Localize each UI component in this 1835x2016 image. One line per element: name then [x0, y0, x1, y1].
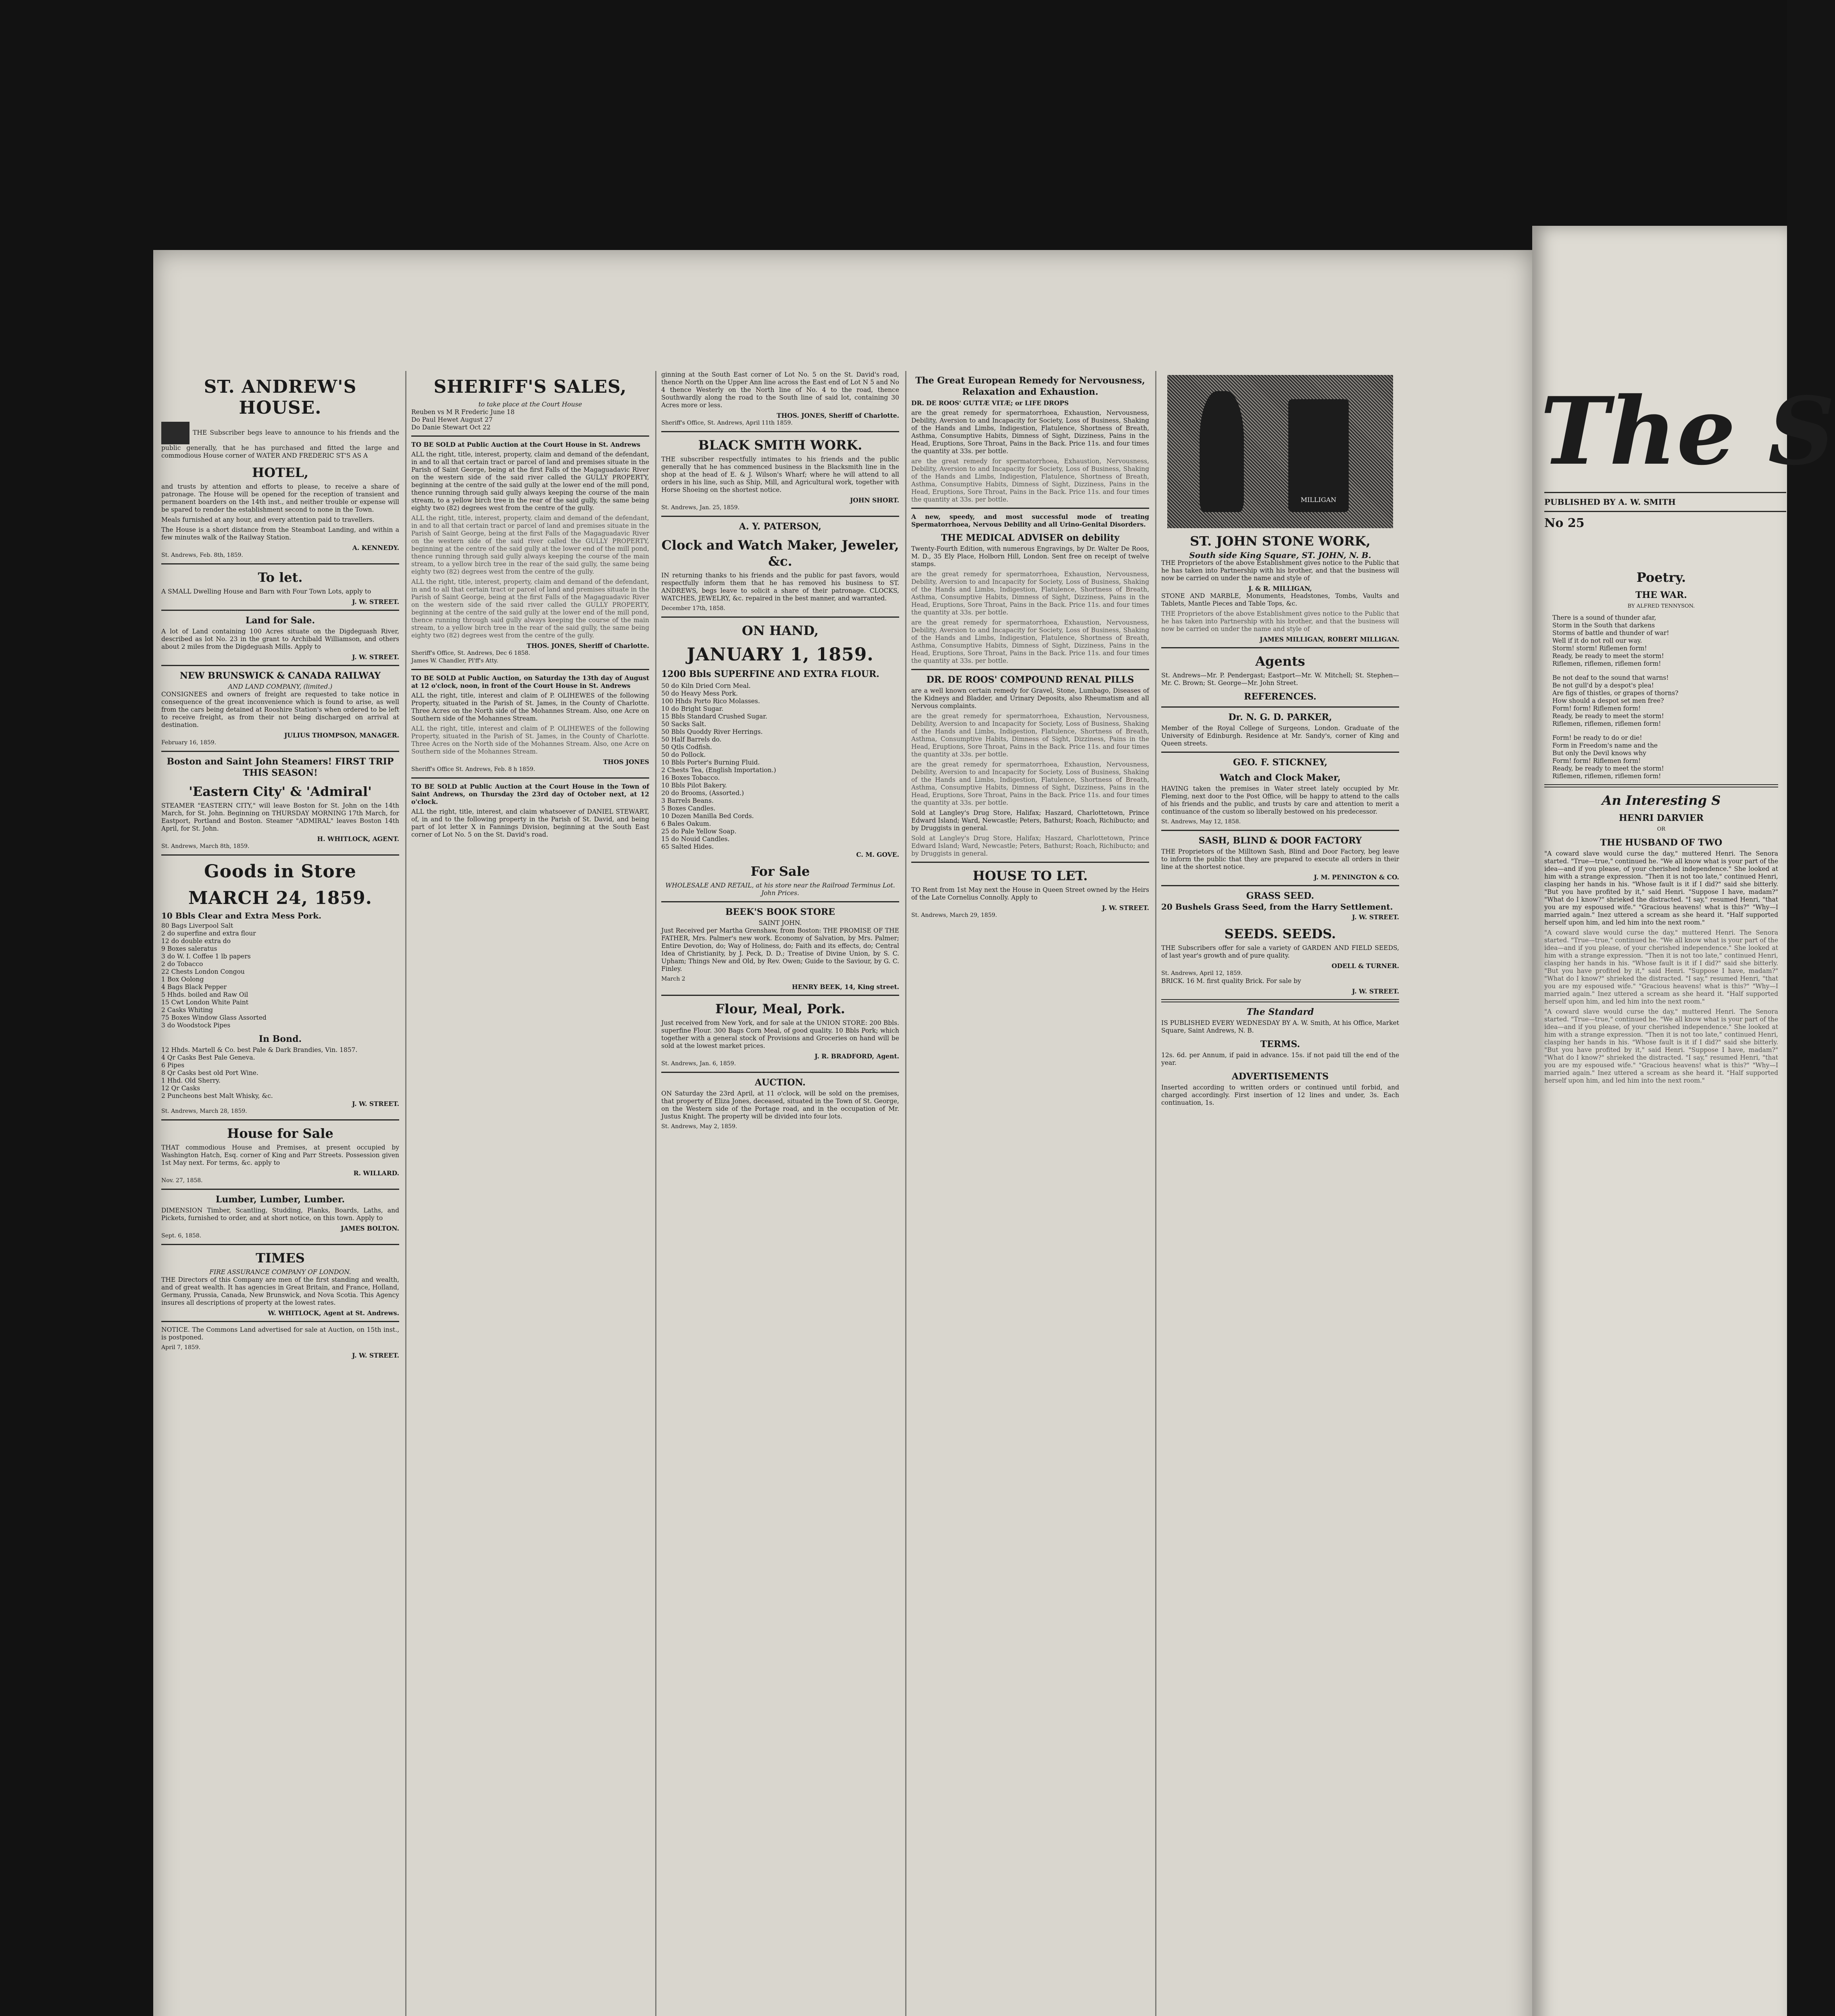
divider: [161, 854, 399, 856]
renal-pills-body-continued: are the great remedy for spermatorrhoea, Exhaustion, Nervousness, Debility, Aversion to and Incapacity for Society, Loss of Business, Shaking of the Hands and Limbs, Indigestion, Flatulence, Shortness of Breath, Asthma, Consumptive Habits, Dimness of Sight, Dizziness, Pains in the Head, Eruptions, Sore Throat, Pains in the Back. Price 11s. and four times the quantity at 33s. per bottle.: [911, 712, 1149, 758]
poem-line: Form! be ready to do or die!: [1552, 734, 1642, 741]
publisher-line: PUBLISHED BY A. W. SMITH: [1544, 492, 1786, 512]
divider: [911, 862, 1149, 863]
hotel-house-icon: [161, 422, 190, 444]
sheriff-case: Do Paul Hewet August 27: [411, 416, 493, 423]
blacksmith-date: St. Andrews, Jan. 25, 1859.: [661, 504, 739, 511]
on-hand-item: 50 do Pollock.: [661, 751, 706, 758]
stone-work-firm: J. & R. MILLIGAN,: [1248, 585, 1312, 592]
divider: [661, 1072, 899, 1073]
sale-2-date: Sheriff's Office St. Andrews, Feb. 8 h 1859.: [411, 766, 535, 773]
sale-1-attorney: James W. Chandler, Pl'ff's Atty.: [411, 658, 498, 664]
poem-stanza-break: [1552, 668, 1778, 674]
on-hand-item: 10 do Bright Sugar.: [661, 705, 724, 712]
divider: [1161, 647, 1399, 648]
advertisements-title: ADVERTISEMENTS: [1231, 1071, 1329, 1082]
medical-adviser-title: THE MEDICAL ADVISER on debility: [941, 533, 1120, 543]
divider: [161, 751, 399, 752]
renal-pills-title: DR. DE ROOS' COMPOUND RENAL PILLS: [926, 675, 1134, 685]
to-let-signature: J. W. STREET.: [352, 598, 399, 606]
poem-line: Be not gull'd by a despot's plea!: [1552, 682, 1654, 689]
doctor-body: Member of the Royal College of Surgeons, London. Graduate of the University of Edinburgh. Residence at Mr. Sandy's, corner of King and Queen streets.: [1161, 725, 1399, 747]
railway-title: NEW BRUNSWICK & CANADA RAILWAY: [179, 671, 381, 681]
bookstore-body: Just Received per Martha Grenshaw, from Boston: THE PROMISE OF THE FATHER, Mrs. Palmer's new work. Economy of Salvation, by Mrs. Palmer; Entire Devotion, do; Way of Holiness, do; Faith and its effects, do; Central Idea of Christianity, by J. Peck, D. D.; Treatise of Divine Union, by S. C. Upham; Things New and Old, by Rev. Owen; Guide to the Saviour, by G. C. Finley.: [661, 927, 899, 973]
on-hand-item: 50 do Kiln Dried Corn Meal.: [661, 682, 751, 689]
column-5: [1161, 371, 1399, 2016]
goods-item: 9 Boxes saleratus: [161, 945, 217, 952]
blacksmith-body: THE subscriber respectfully intimates to his friends and the public generally that he has commenced business in the Blacksmith line in the shop at the head of E. & J. Wilson's Wharf; where he will attend to all orders in his line, such as Ship, Mill, and Agricultural work, together with Horse Shoeing on the shortest notice.: [661, 456, 899, 494]
on-hand-item: 50 Sacks Salt.: [661, 721, 706, 728]
poem-line: Ready, be ready to meet the storm!: [1552, 652, 1664, 660]
railway-body: CONSIGNEES and owners of freight are requested to take notice in consequence of the great inconvenience which is found to arise, as well from the cars being detained at Rooshire Station's when ordered to be left to receive freight, as from their not being discharged on arrival at destination.: [161, 691, 399, 729]
hotel-date: St. Andrews, Feb. 8th, 1859.: [161, 552, 243, 558]
steamer-signature: H. WHITLOCK, AGENT.: [317, 835, 399, 843]
story-body-continued: "A coward slave would curse the day," muttered Henri. The Senora started. "True—true," continued he. "We all know what is your part of the idea—and if you please, of your cherished independence." She looked at him with a strange expression. "Then it is not too late," continued Henri, clasping her hands in his. "Whose fault is it if I did?" said she bitterly. "But you have profited by it," said Henri. "Suppose I have, madam?" "What do I know?" shrieked the distracted. "I say," resumed Henri, "that you are my espoused wife." "Gracious heavens! what is this?" "Why—I married again." Inez uttered a scream as she heard it. "Half supported herself upon him, and led him into the next room.": [1544, 929, 1778, 1005]
poem-line: Ready, be ready to meet the storm!: [1552, 712, 1664, 720]
column-rule: [405, 371, 406, 2016]
sale-3-heading: TO BE SOLD at Public Auction at the Court House in the Town of Saint Andrews, on Thursday the 23rd day of October next, at 12 o'clock.: [411, 783, 649, 806]
divider: [161, 1189, 399, 1190]
house-sale-body: THAT commodious House and Premises, at present occupied by Washington Hatch, Esq. corner of King and Parr Streets. Possession given 1st May next. For terms, &c. apply to: [161, 1144, 399, 1166]
references-title: REFERENCES.: [1244, 691, 1316, 702]
divider: [1161, 885, 1399, 886]
stickney-title: Watch and Clock Maker,: [1220, 773, 1341, 783]
on-hand-item: 3 Barrels Beans.: [661, 797, 714, 804]
on-hand-item: 50 Qtls Codfish.: [661, 744, 712, 751]
railway-date: February 16, 1859.: [161, 739, 217, 746]
sale-1-date: Sheriff's Office, St. Andrews, Dec 6 1858.: [411, 650, 530, 656]
sale-1-heading: TO BE SOLD at Public Auction at the Court House in St. Andrews: [411, 441, 641, 448]
remedy-body-continued: are the great remedy for spermatorrhoea, Exhaustion, Nervousness, Debility, Aversion to and Incapacity for Society, Loss of Business, Shaking of the Hands and Limbs, Indigestion, Flatulence, Shortness of Breath, Asthma, Consumptive Habits, Dimness of Sight, Dizziness, Pains in the Head, Eruptions, Sore Throat, Pains in the Back. Price 11s. and four times the quantity at 33s. per bottle.: [911, 458, 1149, 503]
steamer-date: St. Andrews, March 8th, 1859.: [161, 843, 250, 850]
watchmaker-title: Clock and Watch Maker, Jeweler, &c.: [661, 537, 899, 569]
lumber-title: Lumber, Lumber, Lumber.: [215, 1194, 345, 1205]
new-mode-heading: A new, speedy, and most successful mode of treating Spermatorrhoea, Nervous Debility and all Urino-Genital Disorders.: [911, 513, 1149, 528]
blacksmith-signature: JOHN SHORT.: [850, 496, 899, 504]
medical-adviser-body: Twenty-Fourth Edition, with numerous Engravings, by Dr. Walter De Roos, M. D., 35 Ely Place, Holborn Hill, London. Sent free on receipt of twelve stamps.: [911, 545, 1149, 568]
lumber-signature: JAMES BOLTON.: [340, 1225, 399, 1232]
commons-notice-signature: J. W. STREET.: [352, 1352, 399, 1359]
statue-figure-icon: [1200, 391, 1244, 512]
goods-item: 75 Boxes Window Glass Assorted: [161, 1014, 267, 1021]
goods-item: 2 Casks Whiting: [161, 1006, 213, 1014]
bond-item: 2 Puncheons best Malt Whisky, &c.: [161, 1092, 273, 1100]
on-hand-item: 10 Dozen Manilla Bed Cords.: [661, 812, 754, 820]
house-to-let-signature: J. W. STREET.: [1102, 904, 1149, 912]
divider: [411, 669, 649, 670]
divider: [1161, 830, 1399, 831]
bookstore-date: March 2: [661, 976, 685, 982]
remedy-title: The Great European Remedy for Nervousness, Relaxation and Exhaustion.: [915, 375, 1145, 397]
stone-work-body-continued: THE Proprietors of the above Establishment gives notice to the Public that he has taken into Partnership with his brother, and that the business will now be carried on under the name and style of: [1161, 610, 1399, 633]
goods-item: 3 do W. I. Coffee 1 lb papers: [161, 953, 251, 960]
woodcut-label: MILLIGAN: [1300, 496, 1337, 504]
st-andrews-house-title: ST. ANDREW'S HOUSE.: [204, 377, 357, 418]
sold-at-body: Sold at Langley's Drug Store, Halifax; Haszard, Charlottetown, Prince Edward Island; Ward, Newcastle; Peters, Bathurst; Roach, Richibucto; and by Druggists in general.: [911, 809, 1149, 832]
hotel-body: and trusts by attention and efforts to please, to receive a share of patronage. The House will be opened for the reception of transient and permanent boarders on the 14th inst., and neither trouble or expense will be spared to render the establishment second to none in the Town.: [161, 483, 399, 513]
grass-seed-body: 20 Bushels Grass Seed, from the Harry Settlement.: [1161, 902, 1393, 912]
land-sale-body: A lot of Land containing 100 Acres situate on the Digdeguash River, described as lot No. 23 in the grant to Archibald Williamson, and others about 2 miles from the Digdeguash Mills. Apply to: [161, 628, 399, 650]
on-hand-item: 15 Bbls Standard Crushed Sugar.: [661, 713, 767, 720]
doctor-name: Dr. N. G. D. PARKER,: [1228, 712, 1332, 723]
bond-item: 12 Hhds. Martell & Co. best Pale & Dark Brandies, Vin. 1857.: [161, 1046, 358, 1054]
hotel-heading: HOTEL,: [252, 465, 308, 480]
goods-item: 4 Bags Black Pepper: [161, 983, 227, 991]
to-let-title: To let.: [258, 570, 303, 585]
on-hand-item: 50 Half Barrels do.: [661, 736, 722, 743]
grass-seed-signature: J. W. STREET.: [1352, 913, 1399, 921]
bond-item: 6 Pipes: [161, 1062, 185, 1069]
column-6: [1544, 564, 1778, 2016]
remedy-heading: DR. DE ROOS' GUTTÆ VITÆ; or LIFE DROPS: [911, 399, 1069, 407]
flour-title: Flour, Meal, Pork.: [715, 1001, 845, 1016]
story-body: "A coward slave would curse the day," muttered Henri. The Senora started. "True—true," continued he. "We all know what is your part of the idea—and if you please, of your cherished independence." She looked at him with a strange expression. "Then it is not too late," continued Henri, clasping her hands in his. "Whose fault is it if I did?" said she bitterly. "But you have profited by it," said Henri. "Suppose I have, madam?" "What do I know?" shrieked the distracted. "I say," resumed Henri, "that you are my espoused wife." "Gracious heavens! what is this?" "Why—I married again." Inez uttered a scream as she heard it. "Half supported herself upon him, and led him into the next room.": [1544, 850, 1778, 926]
divider: [161, 563, 399, 564]
column-1: [161, 371, 399, 2016]
bond-signature: J. W. STREET.: [352, 1100, 399, 1108]
story-subtitle: THE HUSBAND OF TWO: [1600, 837, 1723, 848]
times-signature: W. WHITLOCK, Agent at St. Andrews.: [268, 1309, 399, 1317]
divider: [161, 665, 399, 666]
stone-work-body: THE Proprietors of the above Establishment gives notice to the Public that he has taken into Partnership with his brother, and that the business will now be carried on under the name and style of: [1161, 559, 1399, 582]
on-hand-signature: C. M. GOVE.: [856, 851, 899, 858]
seeds-signature: ODELL & TURNER.: [1331, 962, 1399, 970]
bond-item: 8 Qr Casks best old Port Wine.: [161, 1069, 258, 1077]
railway-subtitle: AND LAND COMPANY, (limited.): [228, 683, 333, 690]
lumber-date: Sept. 6, 1858.: [161, 1233, 202, 1239]
on-hand-item: 50 do Heavy Mess Pork.: [661, 690, 738, 697]
poem-line: Ready, be ready to meet the storm!: [1552, 765, 1664, 772]
goods-item: 2 do superfine and extra flour: [161, 930, 256, 937]
goods-item: 22 Chests London Congou: [161, 968, 245, 975]
times-body: THE Directors of this Company are men of the first standing and wealth, and of great wealth. It has agencies in Great Britain, and France, Holland, Germany, Prussia, Canada, New Brunswick, and Nova Scotia. This Agency insures all descriptions of property at the lowest rates.: [161, 1276, 399, 1306]
land-sale-title: Land for Sale.: [245, 615, 315, 626]
goods-item: 2 do Tobacco: [161, 960, 203, 968]
stone-work-woodcut-image: [1167, 375, 1393, 528]
on-hand-item: 50 Bbls Quoddy River Herrings.: [661, 728, 763, 735]
on-hand-date: JANUARY 1, 1859.: [687, 644, 874, 665]
on-hand-item: 20 do Brooms, (Assorted.): [661, 789, 744, 797]
divider: [1544, 784, 1778, 787]
steamer-body: STEAMER "EASTERN CITY," will leave Boston for St. John on the 14th March, for St. John. Beginning on THURSDAY MORNING 17th March, for Eastport, Portland and Boston. Steamer "ADMIRAL" leaves Boston 14th April, for St. John.: [161, 802, 399, 832]
medical-adviser-body-continued: are the great remedy for spermatorrhoea, Exhaustion, Nervousness, Debility, Aversion to and Incapacity for Society, Loss of Business, Shaking of the Hands and Limbs, Indigestion, Flatulence, Shortness of Breath, Asthma, Consumptive Habits, Dimness of Sight, Dizziness, Pains in the Head, Eruptions, Sore Throat, Pains in the Back. Price 11s. and four times the quantity at 33s. per bottle.: [911, 619, 1149, 664]
on-hand-item: 6 Bales Oakum.: [661, 820, 711, 827]
seeds-title: SEEDS. SEEDS.: [1224, 926, 1336, 941]
sash-factory-body: THE Proprietors of the Milltown Sash, Blind and Door Factory, beg leave to inform the public that they are prepared to execute all orders in their line at the shortest notice.: [1161, 848, 1399, 871]
on-hand-item: 25 do Pale Yellow Soap.: [661, 828, 737, 835]
divider: [1161, 999, 1399, 1002]
commons-notice-date: April 7, 1859.: [161, 1344, 201, 1351]
divider: [161, 1321, 399, 1322]
on-hand-item: 16 Boxes Tobacco.: [661, 774, 720, 781]
bookstore-signature: HENRY BEEK, 14, King street.: [791, 983, 899, 991]
house-sale-date: Nov. 27, 1858.: [161, 1177, 203, 1184]
poem-line: Form in Freedom's name and the: [1552, 742, 1658, 749]
brick-signature: J. W. STREET.: [1352, 987, 1399, 995]
house-sale-signature: R. WILLARD.: [353, 1169, 399, 1177]
renal-pills-body: are a well known certain remedy for Gravel, Stone, Lumbago, Diseases of the Kidneys and Bladder, and Urinary Deposits, also Rheumatism and all Nervous complaints.: [911, 687, 1149, 710]
divider: [661, 995, 899, 996]
hotel-meals: Meals furnished at any hour, and every attention paid to travellers.: [161, 516, 375, 523]
sheriffs-sales-subtitle: to take place at the Court House: [478, 401, 582, 408]
poem-line: Riflemen, riflemen, riflemen form!: [1552, 720, 1661, 727]
poem-line: There is a sound of thunder afar,: [1552, 614, 1656, 621]
house-to-let-title: HOUSE TO LET.: [973, 868, 1088, 883]
on-hand-item: 10 Bbls Porter's Burning Fluid.: [661, 759, 760, 766]
for-sale-title: For Sale: [750, 864, 810, 879]
auction-title: AUCTION.: [755, 1077, 806, 1088]
poem-line: Riflemen, riflemen, riflemen form!: [1552, 660, 1661, 667]
advertisements-body: Inserted according to written orders or continued until forbid, and charged accordingly. First insertion of 12 lines and under, 3s. Each continuation, 1s.: [1161, 1084, 1399, 1106]
stickney-date: St. Andrews, May 12, 1858.: [1161, 818, 1241, 825]
watchmaker-body: IN returning thanks to his friends and the public for past favors, would respectfully inform them that he has removed his business to ST. ANDREWS, begs leave to solicit a share of their patronage. CLOCKS, WATCHES, JEWELRY, &c. repaired in the best manner, and warranted.: [661, 572, 899, 602]
divider: [1161, 752, 1399, 753]
times-subtitle: FIRE ASSURANCE COMPANY OF LONDON.: [209, 1268, 351, 1276]
railway-signature: JULIUS THOMPSON, MANAGER.: [284, 731, 399, 739]
masthead: The S: [1540, 377, 1835, 486]
to-let-body: A SMALL Dwelling House and Barn with Four Town Lots, apply to: [161, 588, 371, 595]
column-rule: [905, 371, 906, 2016]
bond-item: 4 Qr Casks Best Pale Geneva.: [161, 1054, 255, 1061]
auction-body: ON Saturday the 23rd April, at 11 o'clock, will be sold on the premises, that property of Eliza Jones, deceased, situated in the Town of St. George, on the Western side of the Portage road, and in the occupation of Mr. Justus Knight. The property will be divided into four lots.: [661, 1090, 899, 1120]
sash-factory-title: SASH, BLIND & DOOR FACTORY: [1198, 835, 1362, 846]
goods-item: 15 Cwt London White Paint: [161, 999, 249, 1006]
terms-title: TERMS.: [1260, 1039, 1300, 1050]
bookstore-subtitle: SAINT JOHN.: [758, 919, 802, 927]
column-4: [911, 371, 1149, 2016]
house-to-let-body: TO Rent from 1st May next the House in Queen Street owned by the Heirs of the Late Cornelius Connolly. Apply to: [911, 886, 1149, 901]
on-hand-list: [661, 682, 899, 851]
goods-lead: 10 Bbls Clear and Extra Mess Pork.: [161, 911, 322, 921]
stickney-name: GEO. F. STICKNEY,: [1233, 757, 1328, 768]
divider: [661, 616, 899, 618]
divider: [161, 610, 399, 611]
auction-date: St. Andrews, May 2, 1859.: [661, 1123, 737, 1130]
on-hand-item: 15 do Nouid Candles.: [661, 835, 730, 843]
sale-2-signature: THOS JONES: [603, 758, 649, 766]
story-title: An Interesting S: [1602, 793, 1721, 808]
divider: [411, 777, 649, 779]
sale-1-body: ALL the right, title, interest, property, claim and demand of the defendant, in and to all that certain tract or parcel of land and premises situate in the Parish of Saint George, being at the first Falls of the Magaguadavic River on the western side of the said river called the GULLY PROPERTY, beginning at the centre of the said gully at the lower end of the mill pond, thence running through said gully always keeping the course of the main stream, to a yellow birch tree in the rear of the said gully, the same being eighty two (82) degrees west from the centre of the gully.: [411, 451, 649, 512]
on-hand-item: 10 Bbls Pilot Bakery.: [661, 782, 727, 789]
divider: [661, 431, 899, 432]
sale-1-signature: THOS. JONES, Sheriff of Charlotte.: [527, 642, 649, 650]
flour-body: Just received from New York, and for sale at the UNION STORE: 200 Bbls. superfine Flour. 300 Bags Corn Meal, of good quality. 10 Bbls Pork; which together with a general stock of Provisions and Groceries on hand will be sold at the lowest market prices.: [661, 1019, 899, 1050]
poem-line: Storm! storm! Riflemen form!: [1552, 645, 1647, 652]
sale-3-continued: ginning at the South East corner of Lot No. 5 on the St. David's road, thence North on the Upper Ann line across the East end of Lot N 5 and No 4 thence Westerly on the North line of No. 4 to the road, thence Southwardly along the road to the South line of said lot, containing 30 Acres more or less.: [661, 371, 899, 409]
watchmaker-date: December 17th, 1858.: [661, 605, 725, 612]
seeds-date: St. Andrews, April 12, 1859.: [1161, 970, 1243, 977]
standard-title: The Standard: [1246, 1007, 1314, 1017]
sale-2-body-continued: ALL the right, title, interest and claim of P. OLIHEWES of the following Property, situated in the Parish of St. James, in the County of Charlotte. Three Acres on the North side of the Mohannes Stream. Also, one Acre on Southern side of the Mohannes Stream.: [411, 725, 649, 755]
house-to-let-date: St. Andrews, March 29, 1859.: [911, 912, 997, 918]
goods-item: 3 do Woodstock Pipes: [161, 1022, 231, 1029]
on-hand-item: 2 Chests Tea, (English Importation.): [661, 766, 776, 774]
poetry-title: Poetry.: [1636, 570, 1686, 585]
goods-item: 12 do double extra do: [161, 937, 231, 945]
sash-factory-signature: J. M. PENINGTON & CO.: [1314, 873, 1399, 881]
column-2: [411, 371, 649, 2016]
stickney-body: HAVING taken the premises in Water street lately occupied by Mr. Fleming, next door to the Post Office, will be happy to attend to the calls of his friends and the public, and trusts by care and attention to merit a continuance of the custom so liberally bestowed on his predecessor.: [1161, 785, 1399, 815]
stone-work-title: ST. JOHN STONE WORK,: [1190, 533, 1371, 549]
renal-pills-body-continued: are the great remedy for spermatorrhoea, Exhaustion, Nervousness, Debility, Aversion to and Incapacity for Society, Loss of Business, Shaking of the Hands and Limbs, Indigestion, Flatulence, Shortness of Breath, Asthma, Consumptive Habits, Dimness of Sight, Dizziness, Pains in the Head, Eruptions, Sore Throat, Pains in the Back. Price 11s. and four times the quantity at 33s. per bottle.: [911, 761, 1149, 806]
poem-line: Storms of battle and thunder of war!: [1552, 629, 1669, 637]
agents-title: Agents: [1255, 654, 1305, 669]
goods-date: MARCH 24, 1859.: [188, 888, 372, 908]
poem-line: How should a despot set men free?: [1552, 697, 1664, 704]
sheriff-case: Reuben vs M R Frederic June 18: [411, 408, 515, 416]
goods-item: 80 Bags Liverpool Salt: [161, 922, 233, 929]
commons-notice: NOTICE. The Commons Land advertised for sale at Auction, on 15th inst., is postponed.: [161, 1326, 399, 1341]
story-or: OR: [1657, 826, 1666, 832]
on-hand-item: 65 Salted Hides.: [661, 843, 714, 850]
agents-body: St. Andrews—Mr. P. Pendergast; Eastport—Mr. W. Mitchell; St. Stephen—Mr. C. Brown; St. George—Mr. John Street.: [1161, 672, 1399, 687]
column-rule: [655, 371, 656, 2016]
sheriffs-sales-title: SHERIFF'S SALES,: [433, 377, 627, 397]
poem-line: Are figs of thistles, or grapes of thorns?: [1552, 689, 1679, 697]
bond-title: In Bond.: [258, 1034, 302, 1044]
medical-adviser-body-continued: are the great remedy for spermatorrhoea, Exhaustion, Nervousness, Debility, Aversion to and Incapacity for Society, Loss of Business, Shaking of the Hands and Limbs, Indigestion, Flatulence, Shortness of Breath, Asthma, Consumptive Habits, Dimness of Sight, Dizziness, Pains in the Head, Eruptions, Sore Throat, Pains in the Back. Price 11s. and four times the quantity at 33s. per bottle.: [911, 571, 1149, 616]
divider: [911, 669, 1149, 670]
remedy-body: are the great remedy for spermatorrhoea, Exhaustion, Nervousness, Debility, Aversion to and Incapacity for Society, Loss of Business, Shaking of the Hands and Limbs, Indigestion, Flatulence, Shortness of Breath, Asthma, Consumptive Habits, Dimness of Sight, Dizziness, Pains in the Head, Eruptions, Sore Throat, Pains in the Back. Price 11s. and four times the quantity at 33s. per bottle.: [911, 409, 1149, 455]
bond-item: 12 Qr Casks: [161, 1085, 200, 1092]
on-hand-title: ON HAND,: [741, 623, 819, 638]
divider: [911, 508, 1149, 509]
seeds-body: THE Subscribers offer for sale a variety of GARDEN AND FIELD SEEDS, of last year's growth and of pure quality.: [1161, 944, 1399, 959]
poem-title: THE WAR.: [1635, 590, 1687, 600]
on-hand-lead: 1200 Bbls SUPERFINE AND EXTRA FLOUR.: [661, 669, 879, 679]
terms-body: 12s. 6d. per Annum, if paid in advance. 15s. if not paid till the end of the year.: [1161, 1052, 1399, 1066]
poem-line: Be not deaf to the sound that warns!: [1552, 674, 1669, 681]
flour-date: St. Andrews, Jan. 6, 1859.: [661, 1060, 736, 1067]
stone-work-items: STONE AND MARBLE, Monuments, Headstones, Tombs, Vaults and Tablets, Mantle Pieces and Table Tops, &c.: [1161, 592, 1399, 607]
on-hand-item: 100 Hhds Porto Rico Molasses.: [661, 698, 760, 705]
sale-3-date: Sheriff's Office, St. Andrews, April 11th 1859.: [661, 420, 793, 426]
poem-line: Storm in the South that darkens: [1552, 622, 1655, 629]
divider: [411, 435, 649, 437]
times-title: TIMES: [256, 1250, 305, 1266]
sale-2-body: ALL the right, title, interest and claim of P. OLIHEWES of the following Property, situated in the Parish of St. James, in the County of Charlotte. Three Acres on the North side of the Mohannes Stream. Also, one Acre on Southern side of the Mohannes Stream.: [411, 692, 649, 722]
poem-line: Riflemen, riflemen, riflemen form!: [1552, 773, 1661, 780]
column-3: [661, 371, 899, 2016]
stone-work-subtitle: South side King Square, ST. JOHN, N. B.: [1189, 550, 1371, 560]
for-sale-subtitle: WHOLESALE AND RETAIL, at his store near the Railroad Terminus Lot. John Prices.: [665, 882, 895, 897]
poem-line: Well if it do not roll our way.: [1552, 637, 1642, 644]
poem-author: BY ALFRED TENNYSON.: [1627, 603, 1695, 609]
poem-line: Form! form! Riflemen form!: [1552, 757, 1641, 764]
on-hand-item: 5 Boxes Candles.: [661, 805, 716, 812]
standard-body: IS PUBLISHED EVERY WEDNESDAY BY A. W. Smith, At his Office, Market Square, Saint Andrews, N. B.: [1161, 1019, 1399, 1034]
poem-text: [1552, 614, 1778, 780]
monument-icon: [1288, 399, 1349, 512]
bond-item: 1 Hhd. Old Sherry.: [161, 1077, 221, 1084]
poem-line: Form! form! Riflemen form!: [1552, 705, 1641, 712]
divider: [661, 901, 899, 902]
poem-stanza-break: [1552, 728, 1778, 734]
sheriff-case: Do Danie Stewart Oct 22: [411, 424, 491, 431]
bookstore-title: BEEK'S BOOK STORE: [725, 907, 835, 917]
sale-3-body: ALL the right, title, interest, and claim whatsoever of DANIEL STEWART, of, in and to the following property in the Parish of St. David, and being part of lot letter X in Fannings Division, beginning at the South East corner of Lot No. 5 on the St. David's road.: [411, 808, 649, 838]
hotel-signature: A. KENNEDY.: [352, 544, 399, 552]
bond-date: St. Andrews, March 28, 1859.: [161, 1108, 247, 1114]
goods-list: [161, 922, 399, 1029]
divider: [1161, 706, 1399, 708]
sale-1-body-continued: ALL the right, title, interest, property, claim and demand of the defendant, in and to all that certain tract or parcel of land and premises situate in the Parish of Saint George, being at the first Falls of the Magaguadavic River on the western side of the said river called the GULLY PROPERTY, beginning at the centre of the said gully at the lower end of the mill pond, thence running through said gully always keeping the course of the main stream, to a yellow birch tree in the rear of the said gully, the same being eighty two (82) degrees west from the centre of the gully.: [411, 514, 649, 575]
story-body-continued: "A coward slave would curse the day," muttered Henri. The Senora started. "True—true," continued he. "We all know what is your part of the idea—and if you please, of your cherished independence." She looked at him with a strange expression. "Then it is not too late," continued Henri, clasping her hands in his. "Whose fault is it if I did?" said she bitterly. "But you have profited by it," said Henri. "Suppose I have, madam?" "What do I know?" shrieked the distracted. "I say," resumed Henri, "that you are my espoused wife." "Gracious heavens! what is this?" "Why—I married again." Inez uttered a scream as she heard it. "Half supported herself upon him, and led him into the next room.": [1544, 1008, 1778, 1084]
grass-seed-title: GRASS SEED.: [1246, 891, 1314, 901]
blacksmith-title: BLACK SMITH WORK.: [698, 437, 862, 453]
land-sale-signature: J. W. STREET.: [352, 653, 399, 661]
goods-title: Goods in Store: [204, 861, 356, 882]
divider: [161, 1119, 399, 1120]
story-name: HENRI DARVIER: [1619, 813, 1704, 823]
stone-work-signature: JAMES MILLIGAN, ROBERT MILLIGAN.: [1260, 635, 1399, 643]
hotel-distance: The House is a short distance from the Steamboat Landing, and within a few minutes walk of the Railway Station.: [161, 526, 399, 541]
house-sale-title: House for Sale: [227, 1126, 333, 1141]
lumber-body: DIMENSION Timber, Scantling, Studding, Planks, Boards, Laths, and Pickets, furnished to order, and at short notice, on this town. Apply to: [161, 1207, 399, 1222]
sold-at-body-continued: Sold at Langley's Drug Store, Halifax; Haszard, Charlottetown, Prince Edward Island; Ward, Newcastle; Peters, Bathurst; Roach, Richibucto; and by Druggists in general.: [911, 835, 1149, 857]
hotel-intro: THE Subscriber begs leave to announce to his friends and the public generally, that he has purchased and fitted the large and commodious House corner of WATER AND FREDERIC ST'S AS A: [161, 422, 399, 460]
brick-body: BRICK. 16 M. first quality Brick. For sale by: [1161, 977, 1301, 985]
divider: [661, 516, 899, 517]
issue-number: No 25: [1544, 516, 1585, 530]
goods-item: 1 Box Oolong: [161, 976, 204, 983]
newspaper-page-right: [1532, 226, 1835, 2016]
newspaper-page: [153, 250, 1532, 2016]
steamer-names: 'Eastern City' & 'Admiral': [189, 784, 372, 799]
column-rule: [1155, 371, 1156, 2016]
flour-signature: J. R. BRADFORD, Agent.: [814, 1052, 899, 1060]
goods-item: 5 Hhds. boiled and Raw Oil: [161, 991, 248, 998]
bond-list: [161, 1046, 399, 1100]
divider: [161, 1244, 399, 1245]
steamer-title: Boston and Saint John Steamers! FIRST TRIP THIS SEASON!: [167, 756, 394, 778]
poem-line: But only the Devil knows why: [1552, 750, 1646, 757]
sale-1-body-continued: ALL the right, title, interest, property, claim and demand of the defendant, in and to all that certain tract or parcel of land and premises situate in the Parish of Saint George, being at the first Falls of the Magaguadavic River on the western side of the said river called the GULLY PROPERTY, beginning at the centre of the said gully at the lower end of the mill pond, thence running through said gully always keeping the course of the main stream, to a yellow birch tree in the rear of the said gully, the same being eighty two (82) degrees west from the centre of the gully.: [411, 578, 649, 639]
sale-3-signature: THOS. JONES, Sheriff of Charlotte.: [777, 412, 899, 419]
watchmaker-name: A. Y. PATERSON,: [739, 521, 822, 532]
sale-2-heading: TO BE SOLD at Public Auction, on Saturday the 13th day of August at 12 o'clock, noon, in front of the Court House in St. Andrews: [411, 674, 649, 689]
